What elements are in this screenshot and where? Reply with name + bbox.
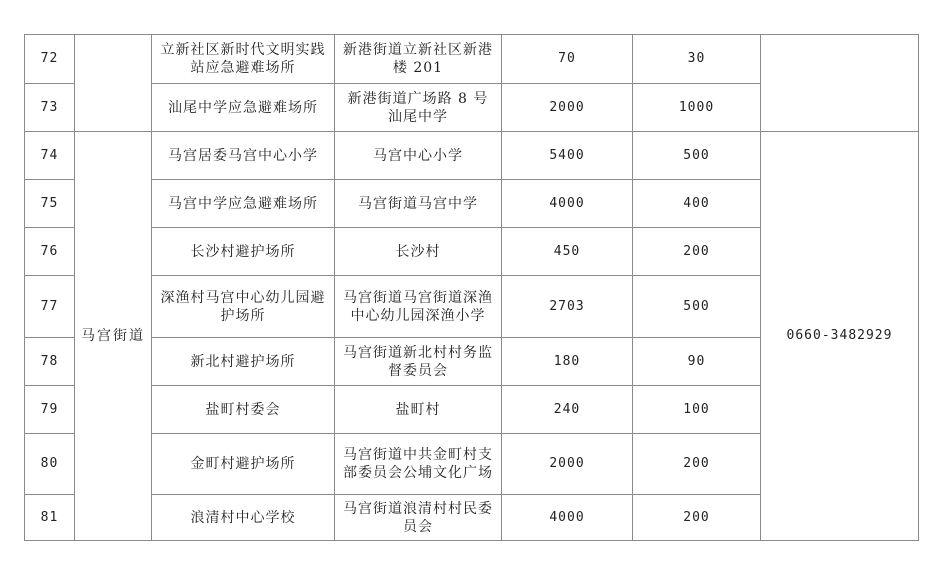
shelter-name: 盐町村委会 [152, 386, 335, 434]
shelter-area: 5400 [502, 132, 633, 180]
shelter-capacity: 200 [633, 228, 761, 276]
shelter-area: 180 [502, 338, 633, 386]
shelter-area: 4000 [502, 180, 633, 228]
shelter-capacity: 200 [633, 495, 761, 541]
shelter-address: 马宫街道中共金町村支部委员会公埔文化广场 [335, 434, 502, 495]
district-cell-empty [75, 35, 152, 132]
shelter-area: 2000 [502, 84, 633, 132]
shelter-area: 240 [502, 386, 633, 434]
shelter-area: 4000 [502, 495, 633, 541]
shelter-table [24, 34, 919, 541]
phone-cell: 0660-3482929 [761, 132, 919, 541]
shelter-address: 长沙村 [335, 228, 502, 276]
shelter-capacity: 100 [633, 386, 761, 434]
row-number: 77 [25, 276, 75, 338]
shelter-address: 马宫街道新北村村务监督委员会 [335, 338, 502, 386]
shelter-address: 马宫街道浪清村村民委员会 [335, 495, 502, 541]
table-row [25, 132, 919, 180]
shelter-name: 马宫居委马宫中心小学 [152, 132, 335, 180]
shelter-name: 新北村避护场所 [152, 338, 335, 386]
shelter-name: 金町村避护场所 [152, 434, 335, 495]
shelter-area: 70 [502, 35, 633, 84]
shelter-capacity: 500 [633, 276, 761, 338]
phone-cell-empty [761, 35, 919, 132]
shelter-name: 立新社区新时代文明实践站应急避难场所 [152, 35, 335, 84]
shelter-name: 汕尾中学应急避难场所 [152, 84, 335, 132]
shelter-area: 2703 [502, 276, 633, 338]
shelter-capacity: 500 [633, 132, 761, 180]
row-number: 72 [25, 35, 75, 84]
shelter-name: 马宫中学应急避难场所 [152, 180, 335, 228]
row-number: 79 [25, 386, 75, 434]
district-cell: 马宫街道 [75, 132, 152, 541]
shelter-address: 新港街道广场路 8 号汕尾中学 [335, 84, 502, 132]
shelter-name: 浪清村中心学校 [152, 495, 335, 541]
shelter-address: 盐町村 [335, 386, 502, 434]
shelter-capacity: 90 [633, 338, 761, 386]
shelter-area: 2000 [502, 434, 633, 495]
shelter-capacity: 200 [633, 434, 761, 495]
shelter-area: 450 [502, 228, 633, 276]
shelter-address: 马宫街道马宫街道深渔中心幼儿园深渔小学 [335, 276, 502, 338]
shelter-name: 长沙村避护场所 [152, 228, 335, 276]
shelter-capacity: 1000 [633, 84, 761, 132]
row-number: 76 [25, 228, 75, 276]
row-number: 81 [25, 495, 75, 541]
row-number: 78 [25, 338, 75, 386]
shelter-address: 马宫中心小学 [335, 132, 502, 180]
shelter-capacity: 30 [633, 35, 761, 84]
shelter-name: 深渔村马宫中心幼儿园避护场所 [152, 276, 335, 338]
row-number: 75 [25, 180, 75, 228]
shelter-address: 新港街道立新社区新港楼 201 [335, 35, 502, 84]
shelter-capacity: 400 [633, 180, 761, 228]
row-number: 80 [25, 434, 75, 495]
row-number: 73 [25, 84, 75, 132]
row-number: 74 [25, 132, 75, 180]
shelter-address: 马宫街道马宫中学 [335, 180, 502, 228]
table-row [25, 35, 919, 84]
